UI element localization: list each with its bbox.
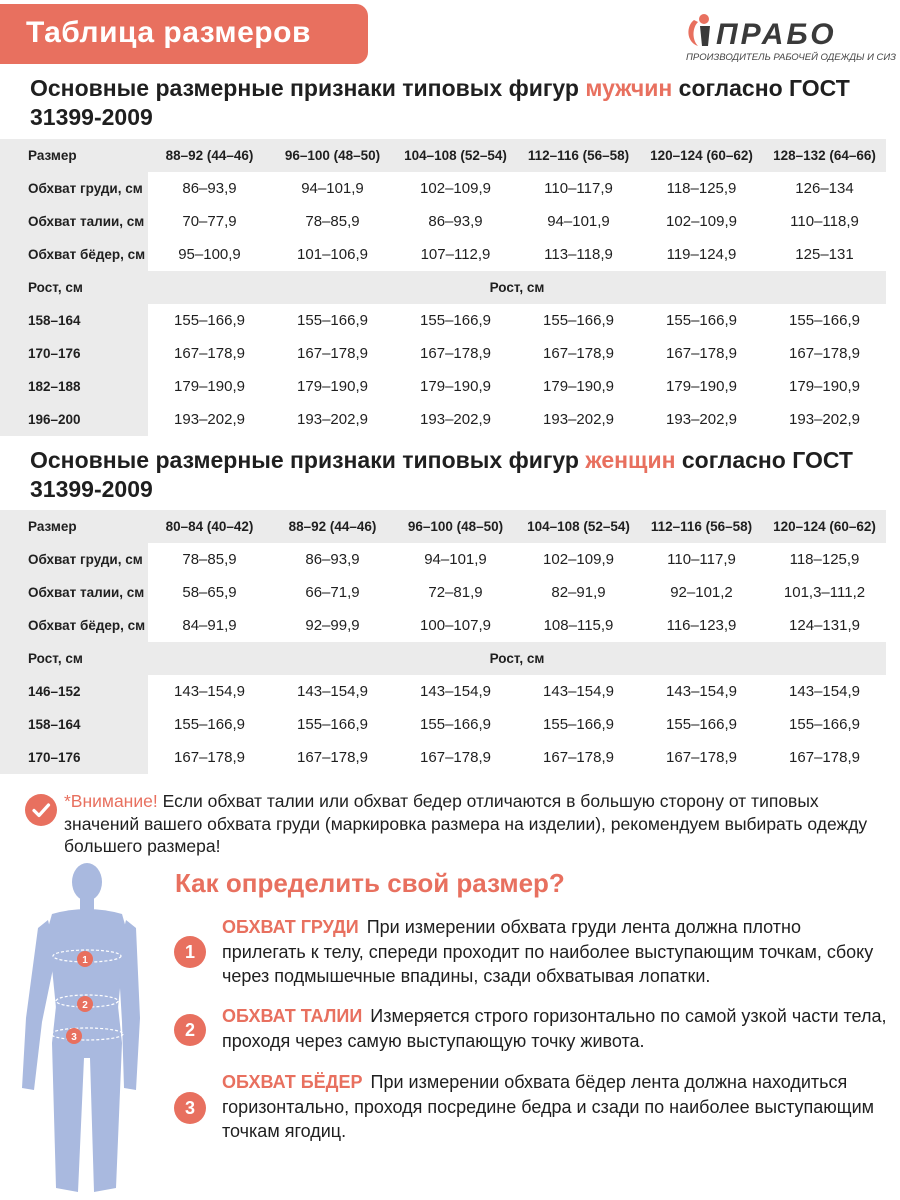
table-cell: 100–107,9 bbox=[420, 617, 491, 634]
table-cell: 193–202,9 bbox=[789, 411, 860, 428]
table-cell: 101–106,9 bbox=[297, 246, 368, 263]
row-label: Обхват бёдер, см bbox=[0, 609, 148, 642]
table-row bbox=[0, 576, 886, 609]
men-title-before: Основные размерные признаки типовых фигур bbox=[30, 75, 586, 101]
table-cell: 155–166,9 bbox=[543, 312, 614, 329]
step-waist bbox=[222, 1004, 887, 1053]
table-cell: 155–166,9 bbox=[789, 312, 860, 329]
table-cell: 118–125,9 bbox=[789, 551, 860, 568]
table-row bbox=[0, 609, 886, 642]
table-row bbox=[0, 708, 886, 741]
table-cell: 143–154,9 bbox=[543, 683, 614, 700]
table-cell: 119–124,9 bbox=[666, 246, 737, 263]
figure-mark-label: 2 bbox=[82, 1000, 88, 1011]
table-cell: 193–202,9 bbox=[297, 411, 368, 428]
table-cell: 143–154,9 bbox=[297, 683, 368, 700]
row-label: 146–152 bbox=[0, 675, 148, 708]
women-section-title bbox=[30, 446, 870, 504]
women-size-header-row bbox=[0, 510, 886, 543]
table-cell: 143–154,9 bbox=[666, 683, 737, 700]
men-size-table bbox=[0, 139, 886, 436]
table-cell: 155–166,9 bbox=[789, 716, 860, 733]
figure-mark-label: 1 bbox=[82, 955, 88, 966]
table-cell: 92–101,2 bbox=[670, 584, 733, 601]
table-cell: 167–178,9 bbox=[789, 345, 860, 362]
table-cell: 179–190,9 bbox=[420, 378, 491, 395]
notice-text bbox=[64, 790, 884, 858]
women-title-before: Основные размерные признаки типовых фигур bbox=[30, 447, 586, 473]
table-cell: 95–100,9 bbox=[178, 246, 241, 263]
table-cell: 66–71,9 bbox=[305, 584, 360, 601]
men-height-header-row bbox=[0, 271, 886, 304]
women-size-col: 96–100 (48–50) bbox=[394, 510, 517, 543]
men-title-after: согласно ГОСТ 31399-2009 bbox=[30, 75, 850, 130]
table-row bbox=[0, 543, 886, 576]
step-chest bbox=[222, 915, 887, 989]
table-cell: 179–190,9 bbox=[174, 378, 245, 395]
step-number-3: 3 bbox=[174, 1092, 206, 1124]
table-cell: 155–166,9 bbox=[174, 312, 245, 329]
step-description: При измерении обхвата груди лента должна плотно прилегать к телу, спереди проходит по наиболее выступающим точкам, сбоку через подмышечные впадины, сзади обхватывая лопатки. bbox=[222, 917, 874, 986]
women-size-col: 80–84 (40–42) bbox=[148, 510, 271, 543]
table-row bbox=[0, 370, 886, 403]
row-label: Обхват талии, см bbox=[0, 576, 148, 609]
table-cell: 193–202,9 bbox=[420, 411, 491, 428]
page-title: Таблица размеров bbox=[26, 16, 311, 49]
row-label: Обхват груди, см bbox=[0, 543, 148, 576]
women-size-col: 104–108 (52–54) bbox=[517, 510, 640, 543]
how-title: Как определить свой размер? bbox=[175, 868, 565, 898]
table-cell: 167–178,9 bbox=[297, 749, 368, 766]
table-cell: 167–178,9 bbox=[420, 345, 491, 362]
step-hips bbox=[222, 1070, 887, 1144]
women-size-table bbox=[0, 510, 886, 774]
table-cell: 78–85,9 bbox=[182, 551, 237, 568]
table-cell: 86–93,9 bbox=[182, 180, 237, 197]
logo-subtitle: ПРОИЗВОДИТЕЛЬ РАБОЧЕЙ ОДЕЖДЫ И СИЗ bbox=[686, 52, 897, 63]
step-number-2: 2 bbox=[174, 1014, 206, 1046]
table-row bbox=[0, 741, 886, 774]
women-title-after: согласно ГОСТ 31399-2009 bbox=[30, 447, 853, 502]
table-cell: 94–101,9 bbox=[547, 213, 610, 230]
table-cell: 102–109,9 bbox=[666, 213, 737, 230]
men-size-col: 104–108 (52–54) bbox=[394, 139, 517, 172]
table-cell: 155–166,9 bbox=[420, 716, 491, 733]
table-row bbox=[0, 675, 886, 708]
table-cell: 116–123,9 bbox=[666, 617, 737, 634]
step-name: ОБХВАТ ГРУДИ bbox=[222, 917, 359, 937]
table-cell: 155–166,9 bbox=[420, 312, 491, 329]
table-cell: 193–202,9 bbox=[543, 411, 614, 428]
step-description: При измерении обхвата бёдер лента должна находиться горизонтально, проходя посредине бедра и сзади по наиболее выступающим точкам ягодиц. bbox=[222, 1072, 875, 1141]
figure-mark-label: 3 bbox=[71, 1032, 77, 1043]
table-cell: 107–112,9 bbox=[420, 246, 491, 263]
table-cell: 179–190,9 bbox=[666, 378, 737, 395]
table-cell: 155–166,9 bbox=[543, 716, 614, 733]
logo-name: ПРАБО bbox=[716, 18, 837, 51]
table-cell: 124–131,9 bbox=[789, 617, 860, 634]
table-cell: 126–134 bbox=[795, 180, 854, 197]
row-label: 158–164 bbox=[0, 304, 148, 337]
table-cell: 167–178,9 bbox=[543, 345, 614, 362]
table-row bbox=[0, 238, 886, 271]
men-size-label: Размер bbox=[0, 139, 148, 172]
men-size-col: 120–124 (60–62) bbox=[640, 139, 763, 172]
table-cell: 143–154,9 bbox=[789, 683, 860, 700]
table-row bbox=[0, 304, 886, 337]
men-size-col: 112–116 (56–58) bbox=[517, 139, 640, 172]
table-cell: 167–178,9 bbox=[666, 345, 737, 362]
table-cell: 113–118,9 bbox=[544, 246, 613, 263]
table-cell: 94–101,9 bbox=[301, 180, 364, 197]
row-label: 158–164 bbox=[0, 708, 148, 741]
table-cell: 110–117,9 bbox=[667, 551, 736, 568]
table-cell: 193–202,9 bbox=[666, 411, 737, 428]
table-cell: 118–125,9 bbox=[666, 180, 737, 197]
table-cell: 193–202,9 bbox=[174, 411, 245, 428]
table-cell: 143–154,9 bbox=[174, 683, 245, 700]
table-cell: 155–166,9 bbox=[297, 312, 368, 329]
table-cell: 82–91,9 bbox=[551, 584, 606, 601]
table-cell: 167–178,9 bbox=[174, 345, 245, 362]
table-cell: 108–115,9 bbox=[543, 617, 614, 634]
step-number-1: 1 bbox=[174, 936, 206, 968]
row-label: 196–200 bbox=[0, 403, 148, 436]
notice-accent: *Внимание! bbox=[64, 791, 158, 811]
table-cell: 110–118,9 bbox=[790, 213, 859, 230]
table-cell: 86–93,9 bbox=[428, 213, 483, 230]
row-label: 182–188 bbox=[0, 370, 148, 403]
row-label: 170–176 bbox=[0, 741, 148, 774]
men-height-header: Рост, см bbox=[148, 271, 886, 304]
women-height-label: Рост, см bbox=[0, 642, 148, 675]
table-row bbox=[0, 337, 886, 370]
table-cell: 110–117,9 bbox=[544, 180, 613, 197]
table-cell: 179–190,9 bbox=[789, 378, 860, 395]
table-cell: 143–154,9 bbox=[420, 683, 491, 700]
step-description: Измеряется строго горизонтально по самой узкой части тела, проходя через самую выступающую точку живота. bbox=[222, 1006, 887, 1051]
men-height-label: Рост, см bbox=[0, 271, 148, 304]
women-height-header-row bbox=[0, 642, 886, 675]
row-label: Обхват талии, см bbox=[0, 205, 148, 238]
table-cell: 102–109,9 bbox=[543, 551, 614, 568]
table-cell: 125–131 bbox=[795, 246, 854, 263]
header-banner bbox=[0, 4, 368, 64]
table-cell: 102–109,9 bbox=[420, 180, 491, 197]
table-cell: 179–190,9 bbox=[297, 378, 368, 395]
table-cell: 101,3–111,2 bbox=[783, 584, 866, 601]
row-label: Обхват бёдер, см bbox=[0, 238, 148, 271]
women-size-col: 120–124 (60–62) bbox=[763, 510, 886, 543]
body-figure-icon bbox=[12, 858, 142, 1198]
row-label: 170–176 bbox=[0, 337, 148, 370]
table-cell: 155–166,9 bbox=[174, 716, 245, 733]
table-cell: 155–166,9 bbox=[666, 312, 737, 329]
logo-mark-icon bbox=[684, 10, 718, 50]
table-cell: 58–65,9 bbox=[182, 584, 237, 601]
table-row bbox=[0, 403, 886, 436]
women-size-col: 112–116 (56–58) bbox=[640, 510, 763, 543]
table-cell: 92–99,9 bbox=[305, 617, 360, 634]
row-label: Обхват груди, см bbox=[0, 172, 148, 205]
table-cell: 86–93,9 bbox=[305, 551, 360, 568]
men-section-title bbox=[30, 74, 870, 132]
table-cell: 167–178,9 bbox=[543, 749, 614, 766]
brand-logo bbox=[684, 10, 897, 66]
table-cell: 78–85,9 bbox=[305, 213, 360, 230]
table-cell: 167–178,9 bbox=[420, 749, 491, 766]
step-name: ОБХВАТ ТАЛИИ bbox=[222, 1006, 363, 1026]
table-cell: 70–77,9 bbox=[182, 213, 237, 230]
table-cell: 155–166,9 bbox=[297, 716, 368, 733]
table-cell: 167–178,9 bbox=[789, 749, 860, 766]
men-size-col: 96–100 (48–50) bbox=[271, 139, 394, 172]
women-size-label: Размер bbox=[0, 510, 148, 543]
table-row bbox=[0, 172, 886, 205]
men-size-header-row bbox=[0, 139, 886, 172]
checkmark-icon bbox=[25, 794, 57, 826]
men-size-col: 88–92 (44–46) bbox=[148, 139, 271, 172]
men-title-accent: мужчин bbox=[585, 75, 673, 101]
women-title-accent: женщин bbox=[585, 447, 676, 473]
table-cell: 167–178,9 bbox=[666, 749, 737, 766]
table-row bbox=[0, 205, 886, 238]
table-cell: 84–91,9 bbox=[182, 617, 237, 634]
women-size-col: 88–92 (44–46) bbox=[271, 510, 394, 543]
table-cell: 155–166,9 bbox=[666, 716, 737, 733]
men-size-col: 128–132 (64–66) bbox=[763, 139, 886, 172]
women-height-header: Рост, см bbox=[148, 642, 886, 675]
step-name: ОБХВАТ БЁДЕР bbox=[222, 1072, 363, 1092]
table-cell: 94–101,9 bbox=[424, 551, 487, 568]
notice-body: Если обхват талии или обхват бедер отличаются в большую сторону от типовых значений вашего обхвата груди (маркировка размера на изделии), рекомендуем выбирать одежду большего размера! bbox=[64, 791, 868, 856]
table-cell: 167–178,9 bbox=[174, 749, 245, 766]
table-cell: 167–178,9 bbox=[297, 345, 368, 362]
table-cell: 72–81,9 bbox=[428, 584, 483, 601]
table-cell: 179–190,9 bbox=[543, 378, 614, 395]
